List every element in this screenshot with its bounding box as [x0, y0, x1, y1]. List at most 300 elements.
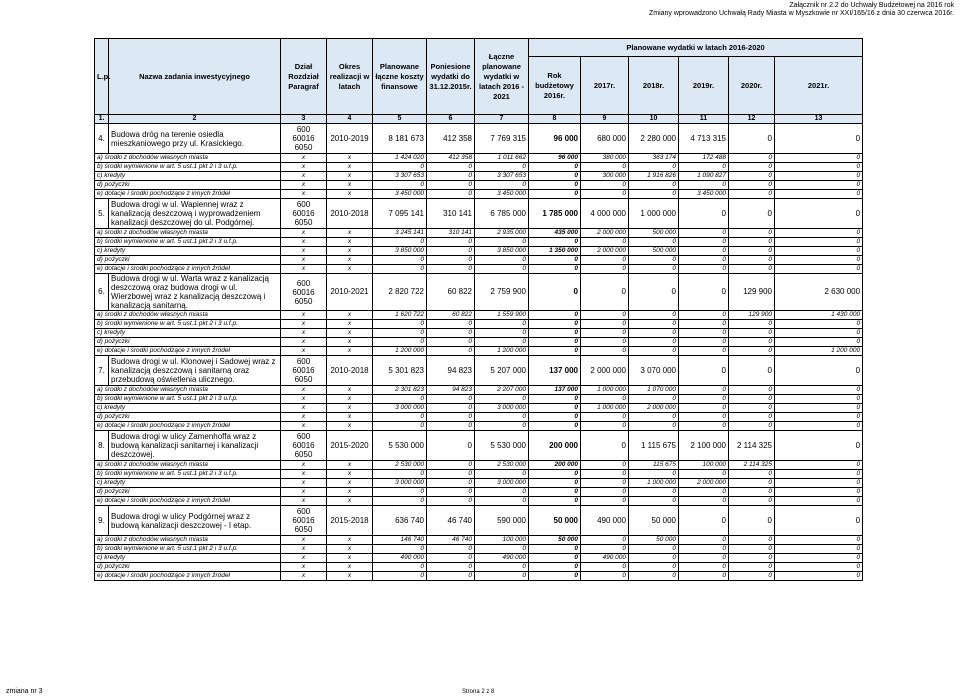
- funding-value: x: [281, 190, 327, 199]
- funding-value: x: [281, 154, 327, 163]
- funding-source-label: c) kredyty: [95, 172, 281, 181]
- funding-value: 0: [373, 238, 427, 247]
- funding-source-label: a) środki z dochodów własnych miasta: [95, 229, 281, 238]
- project-value: 5 530 000: [373, 431, 427, 461]
- funding-source-label: e) dotacje i środki pochodzące z innych źródeł: [95, 497, 281, 506]
- funding-value: 0: [775, 536, 863, 545]
- project-value: 636 740: [373, 506, 427, 536]
- funding-value: 1 350 000: [529, 247, 581, 256]
- funding-value: 1 090 827: [679, 172, 729, 181]
- funding-row: [95, 172, 863, 181]
- funding-value: x: [327, 488, 373, 497]
- col-planowane: Planowane łączne koszty finansowe: [373, 39, 427, 115]
- funding-value: 1 620 722: [373, 311, 427, 320]
- funding-value: 0: [529, 329, 581, 338]
- funding-value: 0: [775, 422, 863, 431]
- funding-value: x: [281, 347, 327, 356]
- funding-value: 0: [775, 572, 863, 581]
- project-lp: 9.: [95, 506, 109, 536]
- funding-value: 0: [581, 181, 629, 190]
- column-number: 7: [475, 115, 529, 124]
- col-dzial: Dział Rozdział Paragraf: [281, 39, 327, 115]
- funding-row: [95, 404, 863, 413]
- funding-value: 380 000: [581, 154, 629, 163]
- funding-value: 1 200 000: [775, 347, 863, 356]
- funding-value: x: [281, 470, 327, 479]
- funding-value: 0: [679, 347, 729, 356]
- funding-value: x: [327, 497, 373, 506]
- funding-source-label: d) pożyczki: [95, 488, 281, 497]
- funding-value: 0: [775, 488, 863, 497]
- funding-value: 0: [679, 395, 729, 404]
- funding-value: 0: [679, 265, 729, 274]
- project-name: Budowa drogi w ulicy Podgórnej wraz z budową kanalizacji deszczowej - I etap.: [109, 506, 281, 536]
- funding-value: 0: [427, 347, 475, 356]
- funding-value: 0: [729, 172, 775, 181]
- funding-row: [95, 320, 863, 329]
- funding-value: 490 000: [581, 554, 629, 563]
- funding-value: 0: [775, 320, 863, 329]
- col-2020: 2020r.: [729, 57, 775, 115]
- funding-value: 0: [775, 461, 863, 470]
- funding-source-label: c) kredyty: [95, 554, 281, 563]
- funding-value: 0: [581, 479, 629, 488]
- funding-value: 0: [729, 479, 775, 488]
- funding-value: 0: [775, 404, 863, 413]
- funding-value: x: [327, 320, 373, 329]
- project-value: 2 630 000: [775, 274, 863, 311]
- funding-value: 0: [373, 265, 427, 274]
- classification-code: 60016: [292, 441, 315, 450]
- project-value: 0: [729, 506, 775, 536]
- funding-value: 3 450 000: [475, 190, 529, 199]
- table-header: [95, 39, 863, 115]
- funding-value: 0: [729, 320, 775, 329]
- project-value: 94 823: [427, 356, 475, 386]
- funding-value: 0: [775, 395, 863, 404]
- funding-value: 0: [729, 545, 775, 554]
- funding-row: [95, 238, 863, 247]
- funding-value: x: [281, 395, 327, 404]
- funding-value: 0: [775, 163, 863, 172]
- funding-row: [95, 536, 863, 545]
- funding-value: 0: [427, 554, 475, 563]
- funding-row: [95, 329, 863, 338]
- funding-value: 0: [679, 470, 729, 479]
- funding-value: 3 000 000: [475, 479, 529, 488]
- funding-value: 0: [775, 479, 863, 488]
- funding-value: 0: [529, 320, 581, 329]
- funding-source-label: a) środki z dochodów własnych miasta: [95, 386, 281, 395]
- funding-value: 0: [475, 320, 529, 329]
- funding-value: 0: [581, 338, 629, 347]
- column-number: 4: [327, 115, 373, 124]
- project-row: [95, 431, 863, 461]
- column-number: 9: [581, 115, 629, 124]
- funding-row: [95, 154, 863, 163]
- funding-value: 0: [629, 256, 679, 265]
- funding-value: x: [281, 422, 327, 431]
- project-period: 2010-2019: [327, 124, 373, 154]
- funding-value: 0: [373, 320, 427, 329]
- project-period: 2010-2018: [327, 356, 373, 386]
- project-value: 3 070 000: [629, 356, 679, 386]
- funding-source-label: c) kredyty: [95, 479, 281, 488]
- funding-value: 0: [679, 386, 729, 395]
- funding-row: [95, 554, 863, 563]
- funding-source-label: c) kredyty: [95, 247, 281, 256]
- funding-value: x: [327, 545, 373, 554]
- funding-value: x: [281, 572, 327, 581]
- col-group: Planowane wydatki w latach 2016-2020: [529, 39, 863, 57]
- funding-source-label: e) dotacje i środki pochodzące z innych źródeł: [95, 347, 281, 356]
- funding-value: 0: [427, 413, 475, 422]
- funding-value: x: [327, 163, 373, 172]
- funding-value: 0: [679, 488, 729, 497]
- funding-value: 0: [729, 497, 775, 506]
- col-2018: 2018r.: [629, 57, 679, 115]
- col-laczne: Łączne planowane wydatki w latach 2016 - 2021: [475, 39, 529, 115]
- classification-code: 6050: [294, 143, 313, 152]
- table-body: [95, 115, 863, 581]
- funding-row: [95, 413, 863, 422]
- funding-value: x: [327, 347, 373, 356]
- funding-row: [95, 181, 863, 190]
- funding-value: 490 000: [373, 554, 427, 563]
- funding-value: 137 000: [529, 386, 581, 395]
- column-number: 11: [679, 115, 729, 124]
- funding-value: x: [327, 479, 373, 488]
- project-value: 6 785 000: [475, 199, 529, 229]
- funding-value: 2 530 000: [373, 461, 427, 470]
- funding-value: 0: [679, 256, 729, 265]
- project-value: 7 769 315: [475, 124, 529, 154]
- funding-value: x: [281, 413, 327, 422]
- funding-value: 0: [373, 181, 427, 190]
- project-value: 5 301 823: [373, 356, 427, 386]
- project-value: 2 280 000: [629, 124, 679, 154]
- funding-value: 60 822: [427, 311, 475, 320]
- funding-row: [95, 347, 863, 356]
- funding-value: 0: [427, 247, 475, 256]
- project-value: 310 141: [427, 199, 475, 229]
- funding-value: 0: [529, 554, 581, 563]
- project-value: 0: [427, 431, 475, 461]
- funding-value: x: [327, 554, 373, 563]
- funding-value: 0: [775, 238, 863, 247]
- funding-value: 0: [373, 545, 427, 554]
- funding-value: 0: [775, 413, 863, 422]
- col-poniesione: Poniesione wydatki do 31.12.2015r.: [427, 39, 475, 115]
- funding-value: 0: [373, 338, 427, 347]
- classification-code: 600: [296, 200, 311, 209]
- funding-row: [95, 563, 863, 572]
- project-row: [95, 506, 863, 536]
- funding-source-label: c) kredyty: [95, 404, 281, 413]
- funding-value: 0: [427, 488, 475, 497]
- funding-value: 0: [729, 247, 775, 256]
- column-number: 2: [109, 115, 281, 124]
- funding-row: [95, 338, 863, 347]
- funding-value: 0: [475, 470, 529, 479]
- project-value: 0: [679, 506, 729, 536]
- classification-code: 60016: [292, 287, 315, 297]
- funding-value: 0: [629, 163, 679, 172]
- funding-value: 0: [529, 265, 581, 274]
- project-row: [95, 124, 863, 154]
- classification-code: 60016: [292, 134, 315, 143]
- funding-value: 0: [729, 238, 775, 247]
- attachment-note: Załącznik nr 2.2 do Uchwały Budżetowej na 2016 rok: [789, 2, 954, 9]
- funding-value: 0: [529, 172, 581, 181]
- investment-table: [94, 38, 863, 581]
- funding-value: 0: [475, 488, 529, 497]
- project-value: 8 181 673: [373, 124, 427, 154]
- funding-value: 0: [427, 320, 475, 329]
- funding-value: 0: [729, 395, 775, 404]
- funding-value: x: [327, 563, 373, 572]
- funding-value: 0: [475, 413, 529, 422]
- funding-value: 0: [679, 572, 729, 581]
- funding-value: 0: [629, 181, 679, 190]
- funding-value: x: [327, 338, 373, 347]
- funding-value: 0: [729, 163, 775, 172]
- project-value: 0: [775, 124, 863, 154]
- funding-value: 0: [475, 256, 529, 265]
- funding-value: 0: [427, 470, 475, 479]
- funding-value: 0: [475, 572, 529, 581]
- funding-value: x: [281, 265, 327, 274]
- project-row: [95, 356, 863, 386]
- funding-value: x: [327, 413, 373, 422]
- funding-value: 3 850 000: [373, 247, 427, 256]
- funding-value: 0: [629, 238, 679, 247]
- funding-value: 0: [529, 413, 581, 422]
- funding-source-label: b) środki wymienione w art. 5 ust.1 pkt 2 i 3 u.f.p.: [95, 545, 281, 554]
- funding-row: [95, 265, 863, 274]
- classification-code: 600: [296, 278, 311, 288]
- funding-value: 0: [775, 247, 863, 256]
- funding-source-label: b) środki wymienione w art. 5 ust.1 pkt 2 i 3 u.f.p.: [95, 238, 281, 247]
- column-number: 10: [629, 115, 679, 124]
- project-period: 2015-2020: [327, 431, 373, 461]
- funding-row: [95, 545, 863, 554]
- funding-value: 0: [679, 163, 729, 172]
- funding-value: x: [281, 563, 327, 572]
- funding-value: 0: [775, 256, 863, 265]
- funding-row: [95, 395, 863, 404]
- funding-value: 300 000: [581, 172, 629, 181]
- funding-value: 0: [581, 320, 629, 329]
- funding-row: [95, 572, 863, 581]
- funding-value: 0: [729, 347, 775, 356]
- funding-value: 3 450 000: [679, 190, 729, 199]
- funding-value: x: [281, 386, 327, 395]
- project-value: 0: [581, 274, 629, 311]
- funding-value: x: [327, 229, 373, 238]
- funding-source-label: b) środki wymienione w art. 5 ust.1 pkt 2 i 3 u.f.p.: [95, 163, 281, 172]
- project-classification: [281, 356, 327, 386]
- project-value: 0: [729, 199, 775, 229]
- funding-value: x: [281, 479, 327, 488]
- funding-source-label: a) środki z dochodów własnych miasta: [95, 536, 281, 545]
- funding-row: [95, 497, 863, 506]
- funding-value: 0: [427, 265, 475, 274]
- funding-value: 0: [581, 536, 629, 545]
- project-value: 2 114 325: [729, 431, 775, 461]
- funding-value: 0: [629, 311, 679, 320]
- funding-value: 0: [629, 265, 679, 274]
- funding-source-label: b) środki wymienione w art. 5 ust.1 pkt 2 i 3 u.f.p.: [95, 470, 281, 479]
- project-value: 0: [629, 274, 679, 311]
- funding-row: [95, 479, 863, 488]
- project-value: 0: [775, 431, 863, 461]
- project-value: 1 115 675: [629, 431, 679, 461]
- project-classification: [281, 506, 327, 536]
- funding-value: 0: [775, 386, 863, 395]
- funding-value: 0: [581, 163, 629, 172]
- funding-value: 0: [529, 256, 581, 265]
- funding-value: 0: [529, 404, 581, 413]
- funding-value: 50 000: [629, 536, 679, 545]
- project-value: 50 000: [529, 506, 581, 536]
- funding-source-label: b) środki wymienione w art. 5 ust.1 pkt 2 i 3 u.f.p.: [95, 320, 281, 329]
- funding-source-label: b) środki wymienione w art. 5 ust.1 pkt 2 i 3 u.f.p.: [95, 395, 281, 404]
- classification-code: 6050: [294, 218, 313, 227]
- col-2021: 2021r.: [775, 57, 863, 115]
- funding-value: 0: [581, 265, 629, 274]
- funding-value: 0: [529, 479, 581, 488]
- funding-value: 0: [475, 563, 529, 572]
- funding-value: x: [281, 172, 327, 181]
- funding-value: 1 200 000: [373, 347, 427, 356]
- funding-value: 0: [775, 545, 863, 554]
- funding-value: 0: [775, 554, 863, 563]
- funding-value: 2 000 000: [679, 479, 729, 488]
- project-name: Budowa drogi w ul. Warta wraz z kanalizacją deszczową oraz budowa drogi w ul. Wierzbowej wraz z kanalizacją deszczową i kanalizacją sanitarną.: [109, 274, 281, 311]
- funding-value: 0: [729, 563, 775, 572]
- funding-value: x: [281, 536, 327, 545]
- funding-value: 0: [427, 181, 475, 190]
- funding-value: 0: [729, 154, 775, 163]
- funding-value: 0: [529, 311, 581, 320]
- funding-value: 0: [629, 545, 679, 554]
- funding-value: 0: [373, 256, 427, 265]
- funding-value: x: [327, 395, 373, 404]
- funding-value: x: [327, 470, 373, 479]
- funding-value: 1 916 826: [629, 172, 679, 181]
- funding-value: 0: [529, 338, 581, 347]
- project-value: 4 713 315: [679, 124, 729, 154]
- funding-value: 0: [581, 488, 629, 497]
- classification-code: 60016: [292, 366, 315, 375]
- project-period: 2015-2018: [327, 506, 373, 536]
- project-value: 0: [775, 356, 863, 386]
- project-value: 0: [729, 356, 775, 386]
- funding-value: x: [281, 238, 327, 247]
- funding-value: 0: [373, 163, 427, 172]
- funding-source-label: d) pożyczki: [95, 181, 281, 190]
- funding-row: [95, 163, 863, 172]
- funding-row: [95, 386, 863, 395]
- funding-value: 50 000: [529, 536, 581, 545]
- funding-value: x: [281, 461, 327, 470]
- classification-code: 6050: [294, 296, 313, 306]
- funding-row: [95, 470, 863, 479]
- funding-source-label: d) pożyczki: [95, 256, 281, 265]
- funding-value: x: [327, 181, 373, 190]
- funding-value: 0: [775, 338, 863, 347]
- funding-value: 0: [679, 413, 729, 422]
- funding-value: x: [281, 320, 327, 329]
- funding-value: 1 070 000: [629, 386, 679, 395]
- funding-value: 0: [529, 470, 581, 479]
- funding-value: 172 488: [679, 154, 729, 163]
- funding-value: 0: [629, 190, 679, 199]
- project-value: 5 530 000: [475, 431, 529, 461]
- funding-value: x: [281, 311, 327, 320]
- project-lp: 8.: [95, 431, 109, 461]
- funding-value: 1 000 000: [581, 404, 629, 413]
- project-value: 0: [679, 274, 729, 311]
- funding-value: 500 000: [629, 247, 679, 256]
- funding-value: 0: [581, 422, 629, 431]
- project-value: 0: [679, 356, 729, 386]
- funding-value: 0: [373, 497, 427, 506]
- funding-value: 0: [475, 395, 529, 404]
- funding-value: 0: [629, 395, 679, 404]
- project-value: 680 000: [581, 124, 629, 154]
- col-okres: Okres realizacji w latach: [327, 39, 373, 115]
- funding-value: 0: [679, 338, 729, 347]
- funding-value: 0: [581, 470, 629, 479]
- funding-value: 0: [529, 497, 581, 506]
- funding-value: x: [327, 404, 373, 413]
- funding-value: 0: [581, 461, 629, 470]
- funding-value: 0: [775, 265, 863, 274]
- classification-code: 60016: [292, 516, 315, 525]
- funding-value: 0: [679, 497, 729, 506]
- funding-value: 0: [629, 554, 679, 563]
- funding-value: 0: [529, 422, 581, 431]
- project-value: 0: [729, 124, 775, 154]
- funding-value: 0: [775, 154, 863, 163]
- funding-value: 100 000: [679, 461, 729, 470]
- funding-value: 0: [679, 536, 729, 545]
- funding-value: 0: [529, 190, 581, 199]
- funding-value: 0: [729, 422, 775, 431]
- project-value: 5 207 000: [475, 356, 529, 386]
- project-classification: [281, 431, 327, 461]
- funding-value: 0: [581, 190, 629, 199]
- funding-source-label: e) dotacje i środki pochodzące z innych źródeł: [95, 572, 281, 581]
- classification-code: 6050: [294, 450, 313, 459]
- funding-value: 0: [729, 265, 775, 274]
- project-row: [95, 199, 863, 229]
- funding-value: 0: [729, 488, 775, 497]
- classification-code: 600: [296, 507, 311, 516]
- funding-value: 0: [427, 190, 475, 199]
- funding-value: 363 174: [629, 154, 679, 163]
- funding-value: 0: [373, 563, 427, 572]
- project-value: 137 000: [529, 356, 581, 386]
- funding-value: 0: [629, 470, 679, 479]
- col-lp: L.p.: [95, 39, 109, 115]
- funding-value: x: [281, 229, 327, 238]
- funding-value: x: [327, 247, 373, 256]
- funding-value: 0: [581, 497, 629, 506]
- funding-value: 0: [475, 338, 529, 347]
